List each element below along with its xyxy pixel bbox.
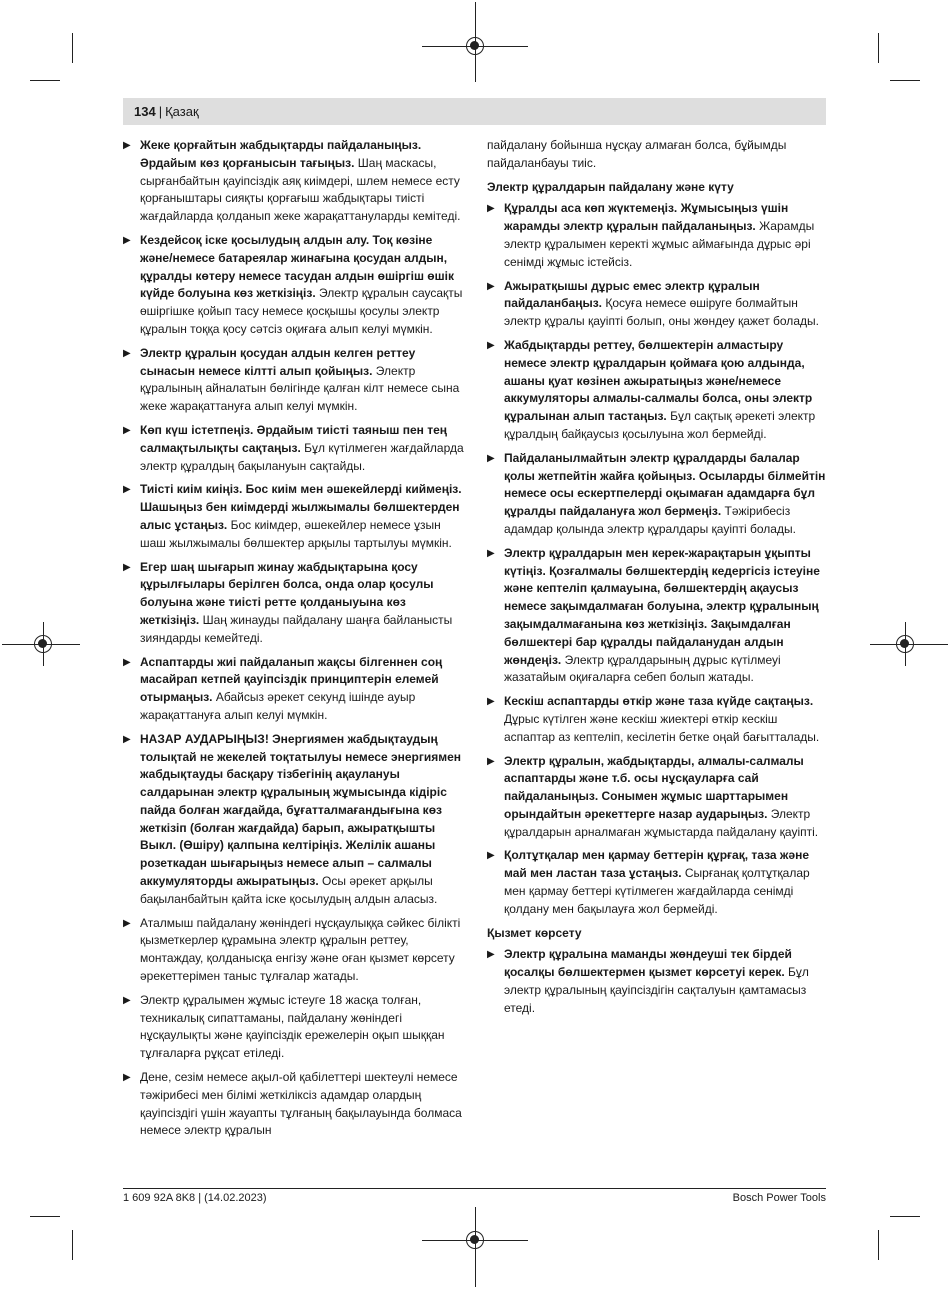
bullet-arrow-icon: ▶ [123,561,131,573]
list-item [487,847,827,918]
document-code: 1 609 92A 8K8 | (14.02.2023) [123,1192,267,1204]
list-item [487,278,827,331]
bullet-arrow-icon: ▶ [123,1072,131,1084]
list-item [487,693,827,746]
item-emphasis: Егер шаң шығарып жинау жабдықтарына қосу құрылғылары берілген болса, онда олар қосулы болуына және тиісті ретте қолданыуына көз жеткізіңіз. [140,559,434,627]
page-header [123,98,826,125]
item-text: Қосуға немесе өшіруге болмайтын электр құралы қауіпті болып, оны жөндеу қажет болады. [504,296,819,329]
list-item [487,545,827,687]
item-emphasis: Кездейсоқ іске қосылудың алдын алу. Тоқ көзіне және/немесе батареялар жинағына қосудан алдын, құралды көтеру немесе тасудан алдын өшіргіш өшік күйде болуына көз жеткізіңіз. [140,232,454,301]
language-label: Қазақ [165,104,199,119]
item-emphasis: Құралды аса көп жүктемеңіз. Жұмысыңыз үшін жарамды электр құралын пайдаланыңыз. [504,201,789,234]
item-emphasis: Электр құралдарын мен керек-жарақтарын ұқыпты күтіңіз. Қозғалмалы бөлшектердің кедергісіз істеуіне және кептеліп қалмауына, бөлшектердің ақаусыз немесе зақымдалмаған болуына, электр құралының зақымдалмағанына көз жеткізіңіз. Зақымдалған бөлшектері бар құралды пайдаланудан алдын жөндеңіз. [504,545,820,667]
list-item [487,200,827,271]
item-emphasis: Қолтұтқалар мен қармау беттерін құрғақ, таза және май мен ластан таза ұстаңыз. [504,848,810,881]
bullet-arrow-icon: ▶ [123,424,131,436]
registration-target-icon [466,37,484,55]
item-emphasis: Электр құралына маманды жөндеуші тек бірдей қосалқы бөлшектермен қызмет көрсетуі керек. [504,947,792,980]
item-emphasis: Электр құралын қосудан алдын келген реттеу сынасын немесе кілтті алып қойыңыз. [140,345,416,378]
left-column [123,137,464,1146]
crop-mark [30,1216,60,1217]
bullet-arrow-icon: ▶ [123,917,131,929]
bullet-arrow-icon: ▶ [487,452,495,464]
list-item [123,481,464,552]
right-column [487,137,827,1024]
bullet-arrow-icon: ▶ [123,656,131,668]
list-item [123,345,464,416]
list-item [487,946,827,1017]
item-text: Абайсыз әрекет секунд ішінде ауыр жарақаттануға алып келуі мүмкін. [140,690,416,722]
item-text: Жарамды электр құралымен керекті жұмыс аймағында дұрыс әрі сенімді жұмыс істейсіз. [504,219,815,269]
item-emphasis: Кескіш аспаптарды өткір және таза күйде сақтаңыз. [504,694,814,709]
item-emphasis: Жеке қорғайтын жабдықтарды пайдаланыңыз. Әрдайым көз қорғанысын тағыңыз. [140,138,422,170]
list-item [487,450,827,539]
list-item [123,422,464,475]
bullet-arrow-icon: ▶ [123,140,131,151]
bullet-arrow-icon: ▶ [487,203,495,215]
bullet-arrow-icon: ▶ [123,347,131,359]
continuation-text: пайдалану бойынша нұсқау алмаған болса, бұйымды пайдаланбауы тиіс. [487,138,787,170]
bullet-arrow-icon: ▶ [123,733,131,745]
item-text: Аталмыш пайдалану жөніндегі нұсқаулыққа сәйкес білікті қызметкерлер құрамына электр құралын реттеу, монтаждау, қолданысқа енгізу және оған қызмет көрсету әрекеттерімен таныс тұлғалар жатады. [140,915,461,984]
registration-target-icon [896,635,914,653]
crop-mark [878,1230,879,1260]
section-heading: Электр құралдарын пайдалану және күту [487,179,734,194]
item-emphasis: Ажыратқышы дұрыс емес электр құралын пайдаланбаңыз. [504,278,760,311]
item-emphasis: Электр құралын, жабдықтарды, алмалы-салмалы аспаптарды және т.б. осы нұсқауларға сай пайдаланыңыз. Сонымен жұмыс шарттарымен орындайтын әрекеттерге назар аударыңыз. [504,753,804,821]
item-emphasis: Көп күш істетпеңіз. Әрдайым тиісті таяныш пен тең салмақтылықты сақтаңыз. [140,422,448,455]
list-item [123,1069,464,1140]
footer-rule [123,1188,826,1189]
list-item [123,232,464,339]
bullet-arrow-icon: ▶ [123,234,131,246]
crop-mark [890,1216,920,1217]
item-text: Шаң маскасы, сырғанбайтын қауіпсіздік аяқ киімдері, шлем немесе есту қорғаныштары сияқты қорғағыш жабдықтары тиісті жағдайларда қолданып жеке жарақаттануларды кемітеді. [140,155,461,224]
item-emphasis: Жабдықтарды реттеу, бөлшектерін алмастыру немесе электр құралдарын қоймаға қою алдында, ашаны қуат көзінен ажыратыңыз және/немесе аккумуляторы алмалы-салмалы болса, оны электр құралынан алып тастаңыз. [504,337,813,424]
bullet-arrow-icon: ▶ [487,547,495,559]
bullet-arrow-icon: ▶ [123,994,131,1006]
list-item [123,731,464,909]
item-emphasis: НАЗАР АУДАРЫҢЫЗ! Энергиямен жабдықтаудың толықтай не жекелей тоқтатылуы немесе энергиямен жабдықтауды басқару тізбегінің ақаулануы салдарынан электр құралының жұмысында кідіріс пайда болған жағдайда, бұғатталмағандығына көз жеткізіп (болған жағдайда) барып, ажыратқышты Выкл. (Өшіру) қалпына келтіріңіз. Желілік ашаны розеткадан шығарыңыз немесе алып – салмалы аккумуляторды ажыратыңыз. [140,731,462,889]
bullet-arrow-icon: ▶ [487,280,495,292]
item-text: Дұрыс күтілген және кескіш жиектері өткір кескіш аспаптар аз кептеліп, кесілетін бетке оңай бағытталады. [504,711,820,744]
item-text: Дене, сезім немесе ақыл-ой қабілеттері шектеулі немесе тәжірибесі мен білімі жеткіліксіз адамдар олардың қауіпсіздігі үшін жауапты тұлғаның бақылауында болмаса немесе электр құралын [140,1070,462,1138]
bullet-arrow-icon: ▶ [487,850,495,862]
item-text: Электр құралының айналатын бөлігінде қалған кілт немесе сына жеке жарақаттануға алып келуі мүмкін. [140,363,460,414]
list-item [123,137,464,226]
item-text: Осы әрекет арқылы бақыланбайтын қайта іске қосылудың алдын аласыз. [140,874,438,906]
bullet-arrow-icon: ▶ [487,755,495,767]
bullet-arrow-icon: ▶ [487,949,495,961]
list-item [123,559,464,648]
item-text: Сырғанақ қолтұтқалар мен қармау беттері күтілмеген жағдайларда сенімді қолдану мен бақылауға жол бермейді. [504,866,810,916]
crop-mark [30,80,60,81]
item-text: Шаң жинауды пайдалану шаңға байланысты зияндарды кемейтеді. [140,612,453,645]
item-text: Электр құралдарын арналмаған жұмыстарда пайдалану қауіпті. [504,806,819,839]
bullet-arrow-icon: ▶ [487,696,495,708]
bullet-arrow-icon: ▶ [123,484,131,496]
list-item [487,753,827,842]
crop-mark [72,33,73,63]
list-item [123,915,464,986]
list-item [487,337,827,444]
item-text: Бұл электр құралының қауіпсіздігін сақталуын қамтамасыз етеді. [504,965,809,1015]
item-emphasis: Пайдаланылмайтын электр құралдарды балалар қолы жетпейтін жайға қойыңыз. Осыларды білмейтін немесе осы ескертпелерді оқымаған адамдарға бұл құралды пайдалануға жол бермеңіз. [504,450,826,519]
item-text: Электр құралын саусақты өшіргішке қойып тасу немесе қосқышы қосулы электр құралын тоққа қосу сәтсіз оқиғаға алып келуі мүмкін. [140,286,463,336]
item-text: Электр құралдарының дұрыс күтілмеуі жазатайым оқиғаларға себеп болып жатады. [504,652,781,685]
crop-mark [72,1230,73,1260]
list-item [123,654,464,725]
crop-mark [878,33,879,63]
page-number: 134 [134,104,156,119]
item-emphasis: Тиісті киім киіңіз. Бос киім мен әшекейлерді киймеңіз. Шашыңыз бен киімдерді жылжымалы бөлшектерден алыс ұстаңыз. [140,482,462,532]
section-heading: Қызмет көрсету [487,925,582,940]
item-emphasis: Аспаптарды жиі пайдаланып жақсы білгеннен соң масайрап кетпей қауіпсіздік принциптерін елемей отырмаңыз. [140,654,443,705]
crop-mark [890,80,920,81]
registration-target-icon [34,635,52,653]
registration-target-icon [466,1231,484,1249]
brand-label: Bosch Power Tools [732,1192,826,1204]
item-text: Бұл сақтық әрекеті электр құралдың байқаусыз қосылуына жол бермейді. [504,409,816,441]
item-text: Бұл күтілмеген жағдайларда электр құралдың бақылануын сақтайды. [140,440,464,473]
header-separator: | [158,104,163,119]
item-text: Электр құралымен жұмыс істеуге 18 жасқа толған, техникалық сипаттаманы, пайдалану жөніндегі нұсқаулықты және қауіпсіздік ережелерін оқып шыққан тұлғаларға рұқсат етіледі. [140,992,445,1061]
item-text: Тәжірибесіз адамдар қолында электр құралдары қауіпті болады. [504,504,796,536]
list-item [123,992,464,1063]
bullet-arrow-icon: ▶ [487,339,495,351]
item-text: Бос киімдер, әшекейлер немесе ұзын шаш жылжымалы бөлшектер арқылы тартылуы мүмкін. [140,517,452,550]
